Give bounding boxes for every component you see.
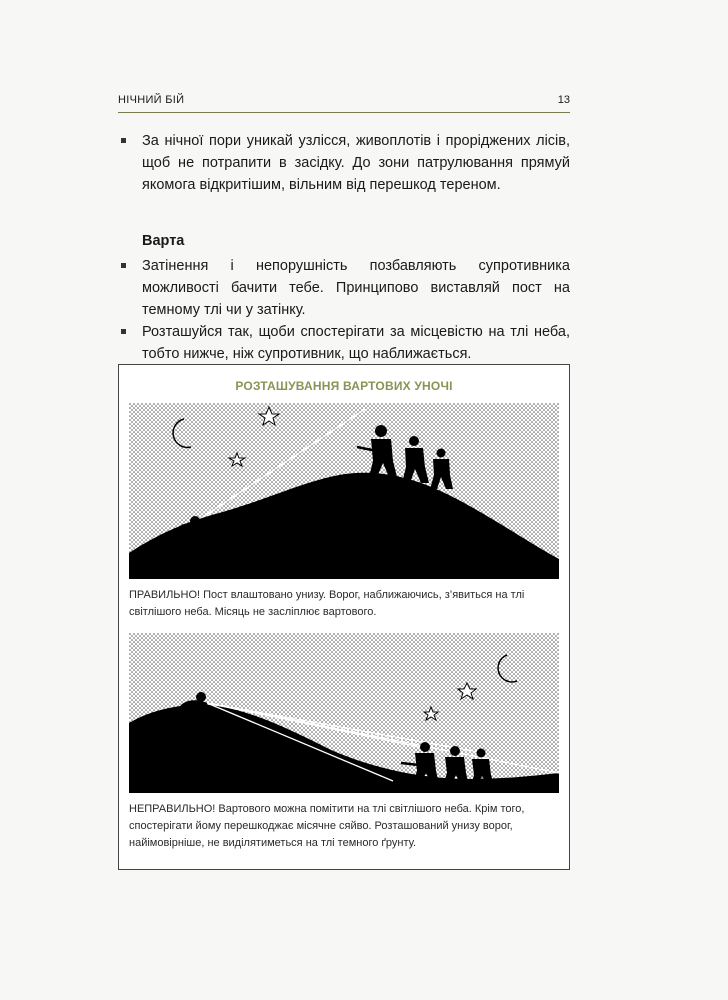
list-item: За нічної пори уникай узлісся, живоплотів і проріджених лісів, щоб не потрапити в засідку. До зони патрулювання прямуй якомога відкритішим, вільним від перешкод тереном. (118, 130, 570, 196)
intro-bullet-list (118, 130, 570, 196)
running-title: НІЧНИЙ БІЙ (118, 94, 185, 106)
page-number: 13 (557, 94, 570, 106)
illustration-correct (129, 403, 559, 579)
illustration-wrong (129, 633, 559, 793)
page-header (118, 92, 570, 113)
guard-bullet-list (118, 255, 570, 365)
list-item: Розташуйся так, щоби спостерігати за місцевістю на тлі неба, тобто нижче, ніж супротивник, що наближається. (118, 321, 570, 365)
list-item: Затінення і непорушність позбавляють супротивника можливості бачити тебе. Принципово виставляй пост на темному тлі чи у затінку. (118, 255, 570, 321)
figure-box (118, 364, 570, 870)
figure-title: РОЗТАШУВАННЯ ВАРТОВИХ УНОЧІ (235, 379, 453, 393)
caption-correct: ПРАВИЛЬНО! Пост влаштовано унизу. Ворог, наближаючись, з’явиться на тлі світлішого неба. Місяць не засліплює вартового. (129, 589, 525, 618)
section-heading: Варта (142, 233, 185, 249)
caption-wrong: НЕПРАВИЛЬНО! Вартового можна помітити на тлі світлішого неба. Крім того, спостерігати йому перешкоджає місячне сяйво. Розташований унизу ворог, найімовірніше, не виділятиметься на тлі темного ґрунту. (129, 803, 525, 849)
